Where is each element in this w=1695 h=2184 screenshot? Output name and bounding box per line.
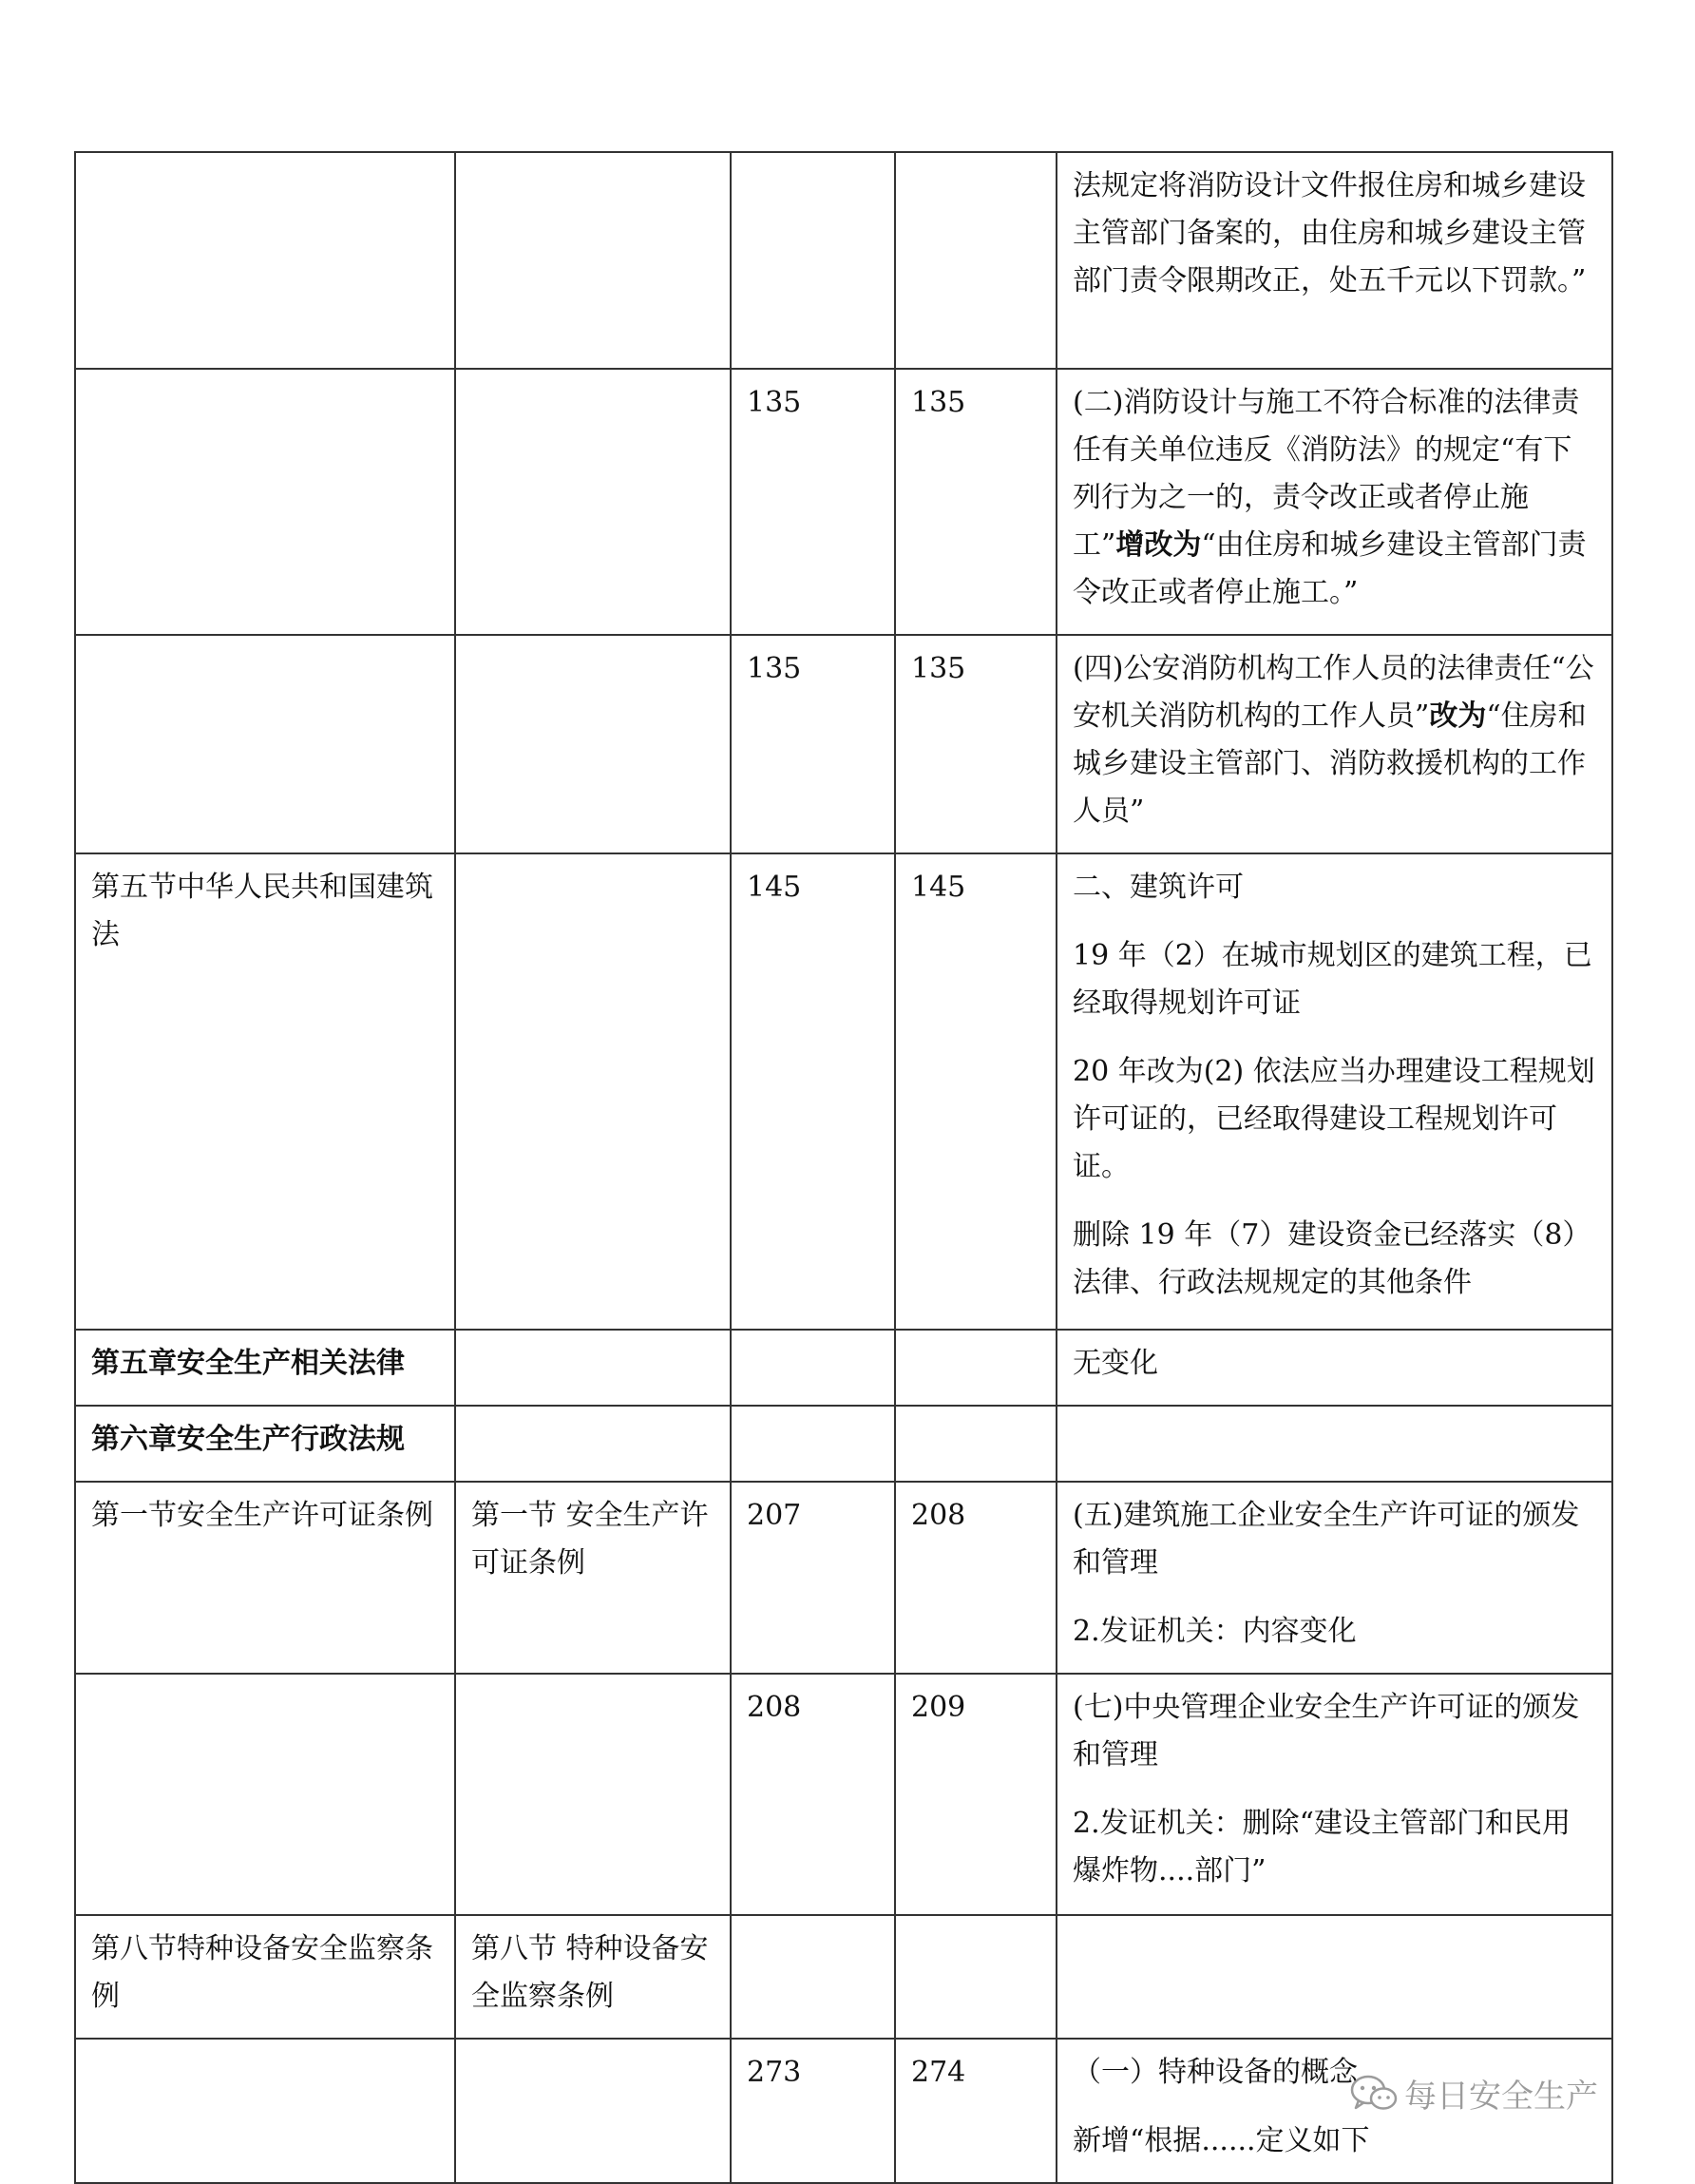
change-keyword: 改为 <box>1429 699 1487 733</box>
change-text: 19 年（2）在城市规划区的建筑工程，已经取得规划许可证 <box>1073 939 1592 1020</box>
cell-change <box>1057 1674 1612 1915</box>
cell-page-new <box>895 1406 1057 1482</box>
change-text: 2.发证机关：删除“建设主管部门和民用爆炸物....部门” <box>1073 1807 1571 1887</box>
watermark <box>1349 2070 1598 2117</box>
cell-page-old <box>731 1915 895 2039</box>
cell-section <box>75 369 455 635</box>
cell-page-new: 135 <box>895 635 1057 853</box>
cell-page-new: 274 <box>895 2039 1057 2183</box>
cell-change <box>1057 853 1612 1330</box>
cell-section <box>75 152 455 369</box>
cell-page-old: 145 <box>731 853 895 1330</box>
change-heading: 二、建筑许可 <box>1073 871 1244 904</box>
cell-section <box>75 1674 455 1915</box>
cell-section <box>75 2039 455 2183</box>
cell-page-new <box>895 1330 1057 1406</box>
change-text: 法规定将消防设计文件报住房和城乡建设主管部门备案的，由住房和城乡建设主管部门责令限期改正，处五千元以下罚款。” <box>1073 169 1587 297</box>
cell-section-new <box>455 2039 731 2183</box>
table-row <box>75 369 1612 635</box>
change-text: 删除 19 年（7）建设资金已经落实（8）法律、行政法规规定的其他条件 <box>1073 1218 1591 1299</box>
cell-change <box>1057 1406 1612 1482</box>
cell-section-new <box>455 152 731 369</box>
cell-page-old: 208 <box>731 1674 895 1915</box>
change-keyword: 增改为 <box>1115 528 1202 562</box>
cell-page-new: 209 <box>895 1674 1057 1915</box>
table-row <box>75 1330 1612 1406</box>
cell-page-old: 207 <box>731 1482 895 1674</box>
cell-section-new <box>455 1674 731 1915</box>
cell-section-new: 第八节 特种设备安全监察条例 <box>455 1915 731 2039</box>
cell-page-new <box>895 152 1057 369</box>
change-text: 无变化 <box>1073 1347 1158 1380</box>
change-text: 20 年改为(2) 依法应当办理建设工程规划许可证的，已经取得建设工程规划许可证。 <box>1073 1055 1595 1183</box>
cell-page-new <box>895 1915 1057 2039</box>
table-row <box>75 1482 1612 1674</box>
cell-change <box>1057 152 1612 369</box>
cell-page-old <box>731 1330 895 1406</box>
cell-section <box>75 635 455 853</box>
chapter-title: 第六章安全生产行政法规 <box>75 1406 455 1482</box>
cell-change <box>1057 1915 1612 2039</box>
table-row <box>75 1674 1612 1915</box>
table-row <box>75 853 1612 1330</box>
table-row <box>75 1406 1612 1482</box>
table-row <box>75 1915 1612 2039</box>
cell-section-new: 第一节 安全生产许可证条例 <box>455 1482 731 1674</box>
change-heading: （一）特种设备的概念 <box>1073 2056 1358 2089</box>
cell-section-new <box>455 1406 731 1482</box>
cell-page-new: 208 <box>895 1482 1057 1674</box>
cell-section-new <box>455 853 731 1330</box>
cell-page-old: 273 <box>731 2039 895 2183</box>
table-row <box>75 152 1612 369</box>
change-text: “住房和城乡建设主管部门、消防救援机构的工作人员” <box>1073 699 1587 828</box>
law-change-table <box>74 151 1613 2184</box>
change-text: (二)消防设计与施工不符合标准的法律责任有关单位违反《消防法》的规定“有下列行为之一的，责令改正或者停止施工” <box>1073 386 1580 562</box>
cell-change <box>1057 369 1612 635</box>
cell-change <box>1057 635 1612 853</box>
cell-change <box>1057 1330 1612 1406</box>
cell-page-old: 135 <box>731 635 895 853</box>
watermark-text: 每日安全生产 <box>1404 2078 1598 2116</box>
cell-section: 第五节中华人民共和国建筑法 <box>75 853 455 1330</box>
cell-page-old <box>731 152 895 369</box>
cell-section-new <box>455 1330 731 1406</box>
cell-section-new <box>455 369 731 635</box>
change-text: (四)公安消防机构工作人员的法律责任“公安机关消防机构的工作人员” <box>1073 652 1594 733</box>
table-row <box>75 635 1612 853</box>
cell-section: 第八节特种设备安全监察条例 <box>75 1915 455 2039</box>
change-heading: (七)中央管理企业安全生产许可证的颁发和管理 <box>1073 1691 1580 1772</box>
cell-page-new: 145 <box>895 853 1057 1330</box>
cell-page-old: 135 <box>731 369 895 635</box>
wechat-icon <box>1349 2074 1399 2114</box>
cell-change <box>1057 1482 1612 1674</box>
cell-page-new: 135 <box>895 369 1057 635</box>
chapter-title: 第五章安全生产相关法律 <box>75 1330 455 1406</box>
cell-page-old <box>731 1406 895 1482</box>
cell-section: 第一节安全生产许可证条例 <box>75 1482 455 1674</box>
change-text: “由住房和城乡建设主管部门责令改正或者停止施工。” <box>1073 528 1587 609</box>
cell-section-new <box>455 635 731 853</box>
change-text: 新增“根据......定义如下 <box>1073 2124 1370 2157</box>
change-heading: (五)建筑施工企业安全生产许可证的颁发和管理 <box>1073 1499 1580 1580</box>
change-text: 2.发证机关：内容变化 <box>1073 1615 1357 1648</box>
